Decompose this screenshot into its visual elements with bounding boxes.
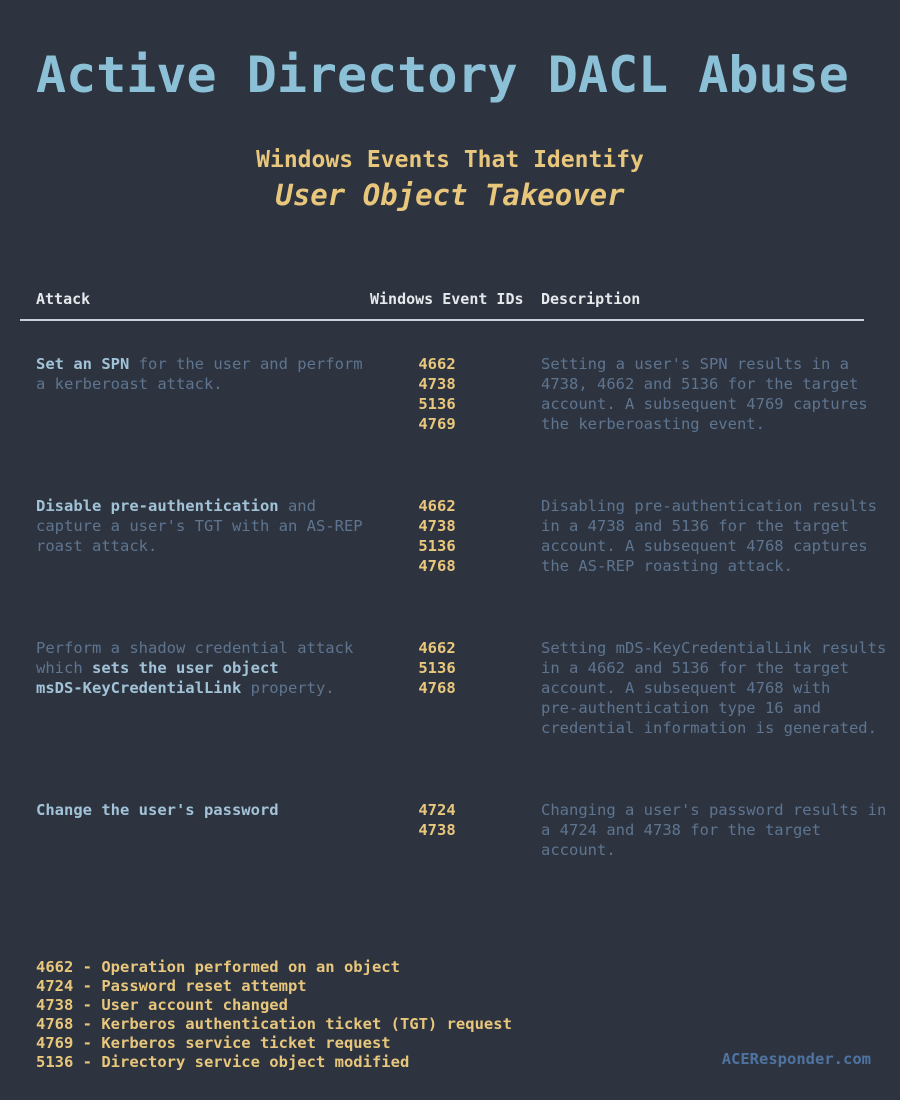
event-id: 4662 <box>418 639 456 657</box>
attack-text: and <box>278 497 316 515</box>
event-id: 4738 <box>418 821 456 839</box>
description-line: account. A subsequent 4768 with <box>541 679 831 697</box>
attack-text: roast attack. <box>36 537 158 555</box>
legend-item: 4768 - Kerberos authentication ticket (TGT) request <box>36 1015 512 1033</box>
legend-item: 4738 - User account changed <box>36 996 288 1014</box>
event-id: 4768 <box>418 679 456 697</box>
description-cell <box>541 638 886 738</box>
event-id: 4662 <box>418 355 456 373</box>
attack-cell <box>36 354 363 394</box>
description-line: Setting a user's SPN results in a <box>541 355 849 373</box>
event-id: 4769 <box>418 415 456 433</box>
attack-highlight-text: Change the user's password <box>36 801 279 819</box>
event-ids-cell <box>346 638 528 698</box>
column-header-description: Description <box>541 290 641 308</box>
legend-item: 4724 - Password reset attempt <box>36 977 307 995</box>
site-link[interactable]: ACEResponder.com <box>721 1050 871 1068</box>
description-line: the AS-REP roasting attack. <box>541 557 793 575</box>
description-line: account. A subsequent 4768 captures <box>541 537 868 555</box>
attack-line <box>36 678 353 698</box>
attack-text: property. <box>241 679 335 697</box>
attack-line <box>36 536 363 556</box>
event-id: 5136 <box>418 395 456 413</box>
description-line: pre-authentication type 16 and <box>541 699 821 717</box>
subtitle-line-1: Windows Events That Identify <box>256 147 644 173</box>
event-id: 5136 <box>418 537 456 555</box>
legend-item: 4662 - Operation performed on an object <box>36 958 400 976</box>
attack-text: for the user and perform <box>129 355 363 373</box>
description-cell <box>541 496 877 576</box>
description-line: Changing a user's password results in <box>541 801 887 819</box>
attack-highlight-text: sets the user object <box>92 659 279 677</box>
attack-text: a kerberoast attack. <box>36 375 223 393</box>
attack-line <box>36 516 363 536</box>
description-line: account. A subsequent 4769 captures <box>541 395 868 413</box>
attack-line <box>36 374 363 394</box>
event-id: 4724 <box>418 801 456 819</box>
attack-text: which <box>36 659 92 677</box>
subtitle-line-2: User Object Takeover <box>275 178 625 212</box>
legend-item: 5136 - Directory service object modified <box>36 1053 410 1071</box>
event-id: 4738 <box>418 517 456 535</box>
description-line: in a 4662 and 5136 for the target <box>541 659 849 677</box>
description-line: Setting mDS-KeyCredentialLink results <box>541 639 887 657</box>
event-ids-cell <box>346 354 528 434</box>
attack-cell <box>36 800 279 820</box>
attack-line <box>36 658 353 678</box>
event-id-legend <box>36 958 512 1072</box>
description-line: a 4724 and 4738 for the target <box>541 821 821 839</box>
description-line: Disabling pre-authentication results <box>541 497 877 515</box>
attack-cell <box>36 638 353 698</box>
event-id: 5136 <box>418 659 456 677</box>
page-title: Active Directory DACL Abuse <box>36 46 849 104</box>
attack-text: capture a user's TGT with an AS-REP <box>36 517 363 535</box>
attack-text: Perform a shadow credential attack <box>36 639 354 657</box>
column-header-event-ids: Windows Event IDs <box>370 290 524 308</box>
attack-highlight-text: Set an SPN <box>36 355 130 373</box>
event-id: 4768 <box>418 557 456 575</box>
event-id: 4662 <box>418 497 456 515</box>
description-line: 4738, 4662 and 5136 for the target <box>541 375 859 393</box>
legend-item: 4769 - Kerberos service ticket request <box>36 1034 391 1052</box>
attack-highlight-text: Disable pre-authentication <box>36 497 279 515</box>
description-line: account. <box>541 841 616 859</box>
event-id: 4738 <box>418 375 456 393</box>
description-cell <box>541 800 886 860</box>
attack-line <box>36 638 353 658</box>
event-ids-cell <box>346 496 528 576</box>
attack-cell <box>36 496 363 556</box>
attack-line <box>36 354 363 374</box>
description-line: in a 4738 and 5136 for the target <box>541 517 849 535</box>
attack-line <box>36 496 363 516</box>
description-cell <box>541 354 868 434</box>
column-header-attack: Attack <box>36 290 91 308</box>
attack-highlight-text: msDS-KeyCredentialLink <box>36 679 242 697</box>
description-line: the kerberoasting event. <box>541 415 765 433</box>
event-ids-cell <box>346 800 528 840</box>
attack-line <box>36 800 279 820</box>
description-line: credential information is generated. <box>541 719 877 737</box>
header-divider <box>20 319 864 321</box>
